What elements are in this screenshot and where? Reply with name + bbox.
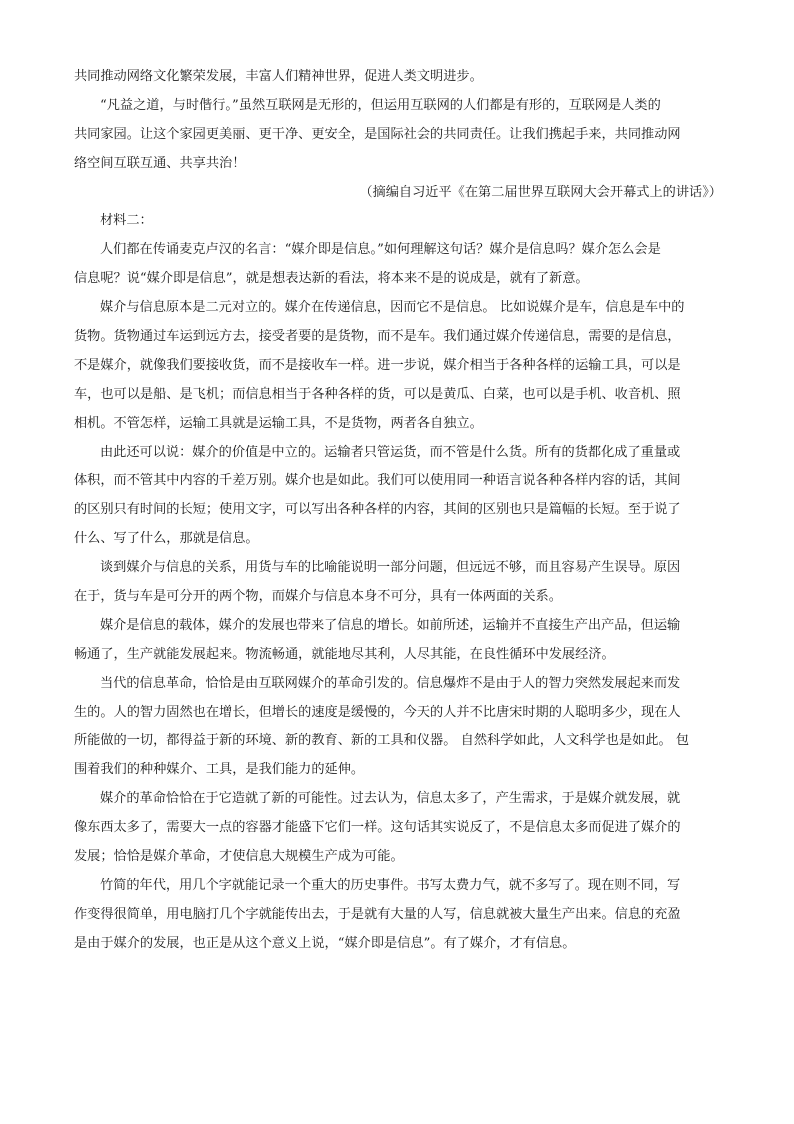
text-line: 的区别只有时间的长短；使用文字，可以写出各种各样的内容，其间的区别也只是篇幅的长短。至于说了 [74,502,681,518]
text-body [74,63,722,959]
text-line: 什么、写了什么，那就是信息。 [74,531,259,547]
source-citation: （摘编自习近平《在第二届世界互联网大会开幕式上的讲话》） [359,184,722,200]
text-line: 所能做的一切，都得益于新的环境、新的教育、新的工具和仪器。 自然科学如此，人文科学也是如此。 包 [74,733,690,749]
text-line: 像东西太多了，需要大一点的容器才能盛下它们一样。这句话其实说反了，不是信息太多而促进了媒介的 [74,820,681,836]
text-line: 发展；恰恰是媒介革命，才使信息大规模生产成为可能。 [74,849,404,865]
text-line: 媒介是信息的载体，媒介的发展也带来了信息的增长。如前所述，运输并不直接生产出产品，但运输 [100,617,681,633]
text-line: 络空间互联互通、共享共治！ [74,155,246,171]
text-line: 货物。货物通过车运到远方去，接受者要的是货物，而不是车。我们通过媒介传递信息，需要的是信息， [74,329,681,345]
text-line: 在于，货与车是可分开的两个物，而媒介与信息本身不可分，具有一体两面的关系。 [74,589,562,605]
text-line: 当代的信息革命，恰恰是由互联网媒介的革命引发的。信息爆炸不是由于人的智力突然发展起来而发 [100,675,681,691]
text-line: 车，也可以是船、是飞机；而信息相当于各种各样的货，可以是黄瓜、白菜，也可以是手机、收音机、照 [74,386,681,402]
text-line: 生的。人的智力固然也在增长，但增长的速度是缓慢的，今天的人并不比唐宋时期的人聪明多少，现在人 [74,704,681,720]
text-line: 竹简的年代，用几个字就能记录一个重大的历史事件。书写太费力气，就不多写了。现在则不同，写 [100,877,681,893]
text-line: 是由于媒介的发展，也正是从这个意义上说，“媒介即是信息”。有了媒介，才有信息。 [74,935,576,951]
text-line: 材料二： [100,213,153,229]
text-line: 体积，而不管其中内容的千差万别。媒介也是如此。我们可以使用同一种语言说各种各样内容的话，其间 [74,473,681,489]
text-line: 畅通了，生产就能发展起来。物流畅通，就能地尽其利，人尽其能，在良性循环中发展经济。 [74,646,615,662]
text-line: 由此还可以说：媒介的价值是中立的。运输者只管运货，而不管是什么货。所有的货都化成了重量或 [100,444,681,460]
text-line: 谈到媒介与信息的关系，用货与车的比喻能说明一部分问题，但远远不够，而且容易产生误导。原因 [100,560,681,576]
text-line: 媒介的革命恰恰在于它造就了新的可能性。过去认为，信息太多了，产生需求，于是媒介就发展，就 [100,791,681,807]
text-line: 共同推动网络文化繁荣发展，丰富人们精神世界，促进人类文明进步。 [74,69,483,84]
text-line: 人们都在传诵麦克卢汉的名言：“媒介即是信息。”如何理解这句话？媒介是信息吗？媒介怎么会是 [100,242,661,258]
text-line: 相机。不管怎样，运输工具就是运输工具，不是货物，两者各自独立。 [74,415,483,431]
text-line: 围着我们的种种媒介、工具，是我们能力的延伸。 [74,762,365,778]
text-line: 媒介与信息原本是二元对立的。媒介在传递信息，因而它不是信息。 比如说媒介是车，信息是车中的 [100,300,685,316]
text-line: “凡益之道，与时偕行。”虽然互联网是无形的，但运用互联网的人们都是有形的，互联网是人类的 [100,97,661,113]
text-line: 不是媒介，就像我们要接收货，而不是接收车一样。进一步说，媒介相当于各种各样的运输工具，可以是 [74,357,681,373]
text-line: 共同家园。让这个家园更美丽、更干净、更安全，是国际社会的共同责任。让我们携起手来，共同推动网 [74,126,681,142]
text-line: 作变得很简单，用电脑打几个字就能传出去，于是就有大量的人写，信息就被大量生产出来。信息的充盈 [74,906,681,922]
text-line: 信息呢？说“媒介即是信息”，就是想表达新的看法，将本来不是的说成是，就有了新意。 [74,271,589,287]
